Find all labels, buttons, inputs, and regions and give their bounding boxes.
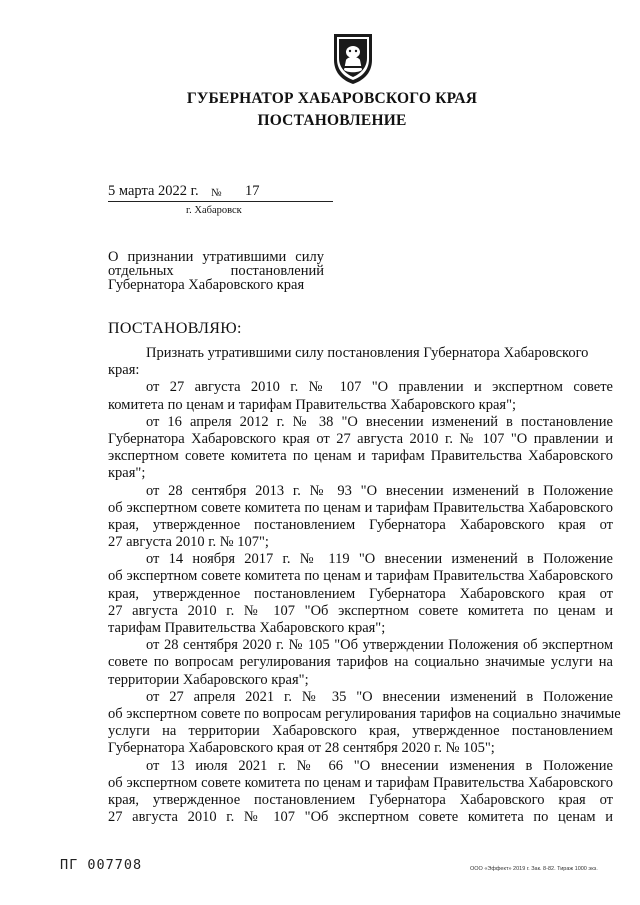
form-serial-code: ПГ 007708 bbox=[60, 857, 143, 873]
subject-line: отдельных постановлений bbox=[108, 263, 324, 279]
subject-line: Губернатора Хабаровского края bbox=[108, 277, 305, 293]
body-line: края"; bbox=[108, 465, 146, 482]
body-line: от 27 августа 2010 г. № 107 "О правлении и экспертном совете bbox=[146, 379, 613, 396]
body-line: края, утвержденное постановлением Губернатора Хабаровского края от bbox=[108, 791, 613, 808]
body-line: экспертном совете комитета по ценам и тарифам Правительства Хабаровского bbox=[108, 448, 613, 465]
printing-info: ООО «Эффект» 2019 г. Зак. 8-82. Тираж 1000 экз. bbox=[470, 866, 598, 872]
body-line: 27 августа 2010 г. № 107 "Об экспертном совете комитета по ценам и bbox=[108, 602, 613, 619]
body-line: 27 августа 2010 г. № 107"; bbox=[108, 534, 269, 551]
body-line: услуги на территории Хабаровского края, утвержденное постановлением bbox=[108, 723, 613, 740]
body-line: территории Хабаровского края"; bbox=[108, 671, 309, 688]
body-line: об экспертном совете по вопросам регулирования тарифов на социально значимые bbox=[108, 705, 621, 722]
body-line: об экспертном совете комитета по ценам и тарифам Правительства Хабаровского bbox=[108, 774, 613, 791]
body-line: тарифам Правительства Хабаровского края"; bbox=[108, 620, 386, 636]
body-line: об экспертном совете комитета по ценам и тарифам Правительства Хабаровского bbox=[108, 568, 613, 585]
body-line: края, утвержденное постановлением Губернатора Хабаровского края от bbox=[108, 516, 613, 533]
number-sign: № bbox=[211, 187, 222, 199]
subject-line: О признании утратившими силу bbox=[108, 249, 324, 265]
body-line: совете по вопросам регулирования тарифов на социально значимые услуги на bbox=[108, 654, 613, 671]
body-line: от 14 ноября 2017 г. № 119 "О внесении изменений в Положение bbox=[146, 551, 613, 568]
document-subject bbox=[108, 250, 324, 292]
document-type: ПОСТАНОВЛЕНИЕ bbox=[257, 112, 407, 129]
body-line: Губернатора Хабаровского края от 27 августа 2010 г. № 107 "О правлении и bbox=[108, 430, 613, 447]
decree-word: ПОСТАНОВЛЯЮ: bbox=[108, 320, 242, 337]
body-line: от 13 июля 2021 г. № 66 "О внесении изменения в Положение bbox=[146, 757, 613, 774]
body-line: от 27 апреля 2021 г. № 35 "О внесении изменений в Положение bbox=[146, 688, 613, 705]
body-line: Признать утратившими силу постановления Губернатора Хабаровского bbox=[146, 345, 589, 361]
body-line: 27 августа 2010 г. № 107 "Об экспертном совете комитета по ценам и bbox=[108, 809, 613, 826]
body-line: края: bbox=[108, 362, 140, 379]
coat-of-arms-icon bbox=[330, 30, 376, 86]
body-line: комитета по ценам и тарифам Правительства Хабаровского края"; bbox=[108, 396, 517, 413]
document-body bbox=[108, 345, 621, 826]
document-number: 17 bbox=[245, 183, 260, 199]
body-line: края, утвержденное постановлением Губернатора Хабаровского края от bbox=[108, 585, 613, 602]
body-line: от 16 апреля 2012 г. № 38 "О внесении изменений в постановление bbox=[146, 413, 613, 430]
date-number-line bbox=[108, 183, 333, 202]
place-of-issue: г. Хабаровск bbox=[186, 205, 242, 216]
body-line: об экспертном совете комитета по ценам и тарифам Правительства Хабаровского bbox=[108, 499, 613, 516]
body-line: от 28 сентября 2013 г. № 93 "О внесении изменений в Положение bbox=[146, 482, 613, 499]
document-date: 5 марта 2022 г. bbox=[108, 183, 199, 199]
issuing-authority: ГУБЕРНАТОР ХАБАРОВСКОГО КРАЯ bbox=[186, 90, 478, 107]
body-line: от 28 сентября 2020 г. № 105 "Об утверждении Положения об экспертном bbox=[146, 637, 613, 654]
body-line: Губернатора Хабаровского края от 28 сентября 2020 г. № 105"; bbox=[108, 740, 495, 757]
